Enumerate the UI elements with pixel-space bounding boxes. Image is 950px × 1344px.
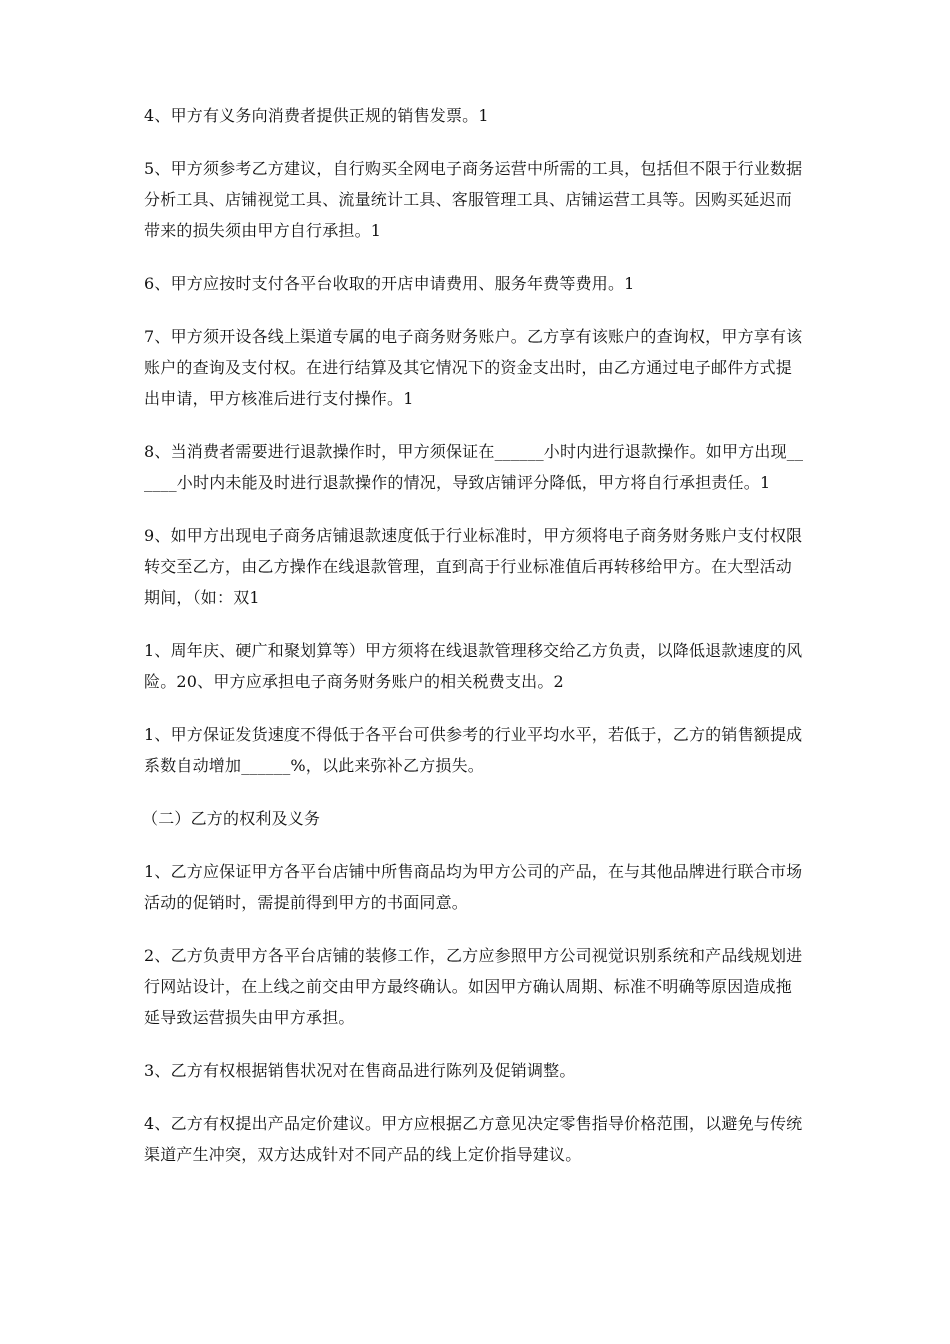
paragraph-6: 6、甲方应按时支付各平台收取的开店申请费用、服务年费等费用。1 bbox=[144, 274, 635, 293]
paragraph-9: 9、如甲方出现电子商务店铺退款速度低于行业标准时，甲方须将电子商务财务账户支付权限转交至乙方，由乙方操作在线退款管理，直到高于行业标准值后再转移给甲方。在大型活动期间，（如：双1 bbox=[144, 526, 803, 607]
paragraph-b-1: 1、乙方应保证甲方各平台店铺中所售商品均为甲方公司的产品，在与其他品牌进行联合市场活动的促销时，需提前得到甲方的书面同意。 bbox=[144, 862, 803, 912]
paragraph-1-shipping-speed: 1、甲方保证发货速度不得低于各平台可供参考的行业平均水平，若低于，乙方的销售额提成系数自动增加______%，以此来弥补乙方损失。 bbox=[144, 725, 803, 775]
paragraph-1-anniversary: 1、周年庆、硬广和聚划算等）甲方须将在线退款管理移交给乙方负责，以降低退款速度的风险。20、甲方应承担电子商务财务账户的相关税费支出。2 bbox=[144, 641, 803, 691]
paragraph-8: 8、当消费者需要进行退款操作时，甲方须保证在______小时内进行退款操作。如甲方出现______小时内未能及时进行退款操作的情况，导致店铺评分降低，甲方将自行承担责任。1 bbox=[144, 442, 804, 492]
paragraph-b-3: 3、乙方有权根据销售状况对在售商品进行陈列及促销调整。 bbox=[144, 1061, 576, 1080]
paragraph-5: 5、甲方须参考乙方建议，自行购买全网电子商务运营中所需的工具，包括但不限于行业数据分析工具、店铺视觉工具、流量统计工具、客服管理工具、店铺运营工具等。因购买延迟而带来的损失须由甲方自行承担。1 bbox=[144, 159, 803, 240]
paragraph-b-4: 4、乙方有权提出产品定价建议。甲方应根据乙方意见决定零售指导价格范围，以避免与传统渠道产生冲突，双方达成针对不同产品的线上定价指导建议。 bbox=[144, 1114, 803, 1164]
paragraph-4: 4、甲方有义务向消费者提供正规的销售发票。1 bbox=[144, 106, 489, 125]
paragraph-b-2: 2、乙方负责甲方各平台店铺的装修工作，乙方应参照甲方公司视觉识别系统和产品线规划进行网站设计，在上线之前交由甲方最终确认。如因甲方确认周期、标准不明确等原因造成拖延导致运营损失由甲方承担。 bbox=[144, 946, 803, 1027]
section-heading-party-b: （二）乙方的权利及义务 bbox=[142, 809, 321, 828]
paragraph-7: 7、甲方须开设各线上渠道专属的电子商务财务账户。乙方享有该账户的查询权，甲方享有该账户的查询及支付权。在进行结算及其它情况下的资金支出时，由乙方通过电子邮件方式提出申请，甲方核准后进行支付操作。1 bbox=[144, 327, 803, 408]
document-body bbox=[144, 100, 808, 1192]
